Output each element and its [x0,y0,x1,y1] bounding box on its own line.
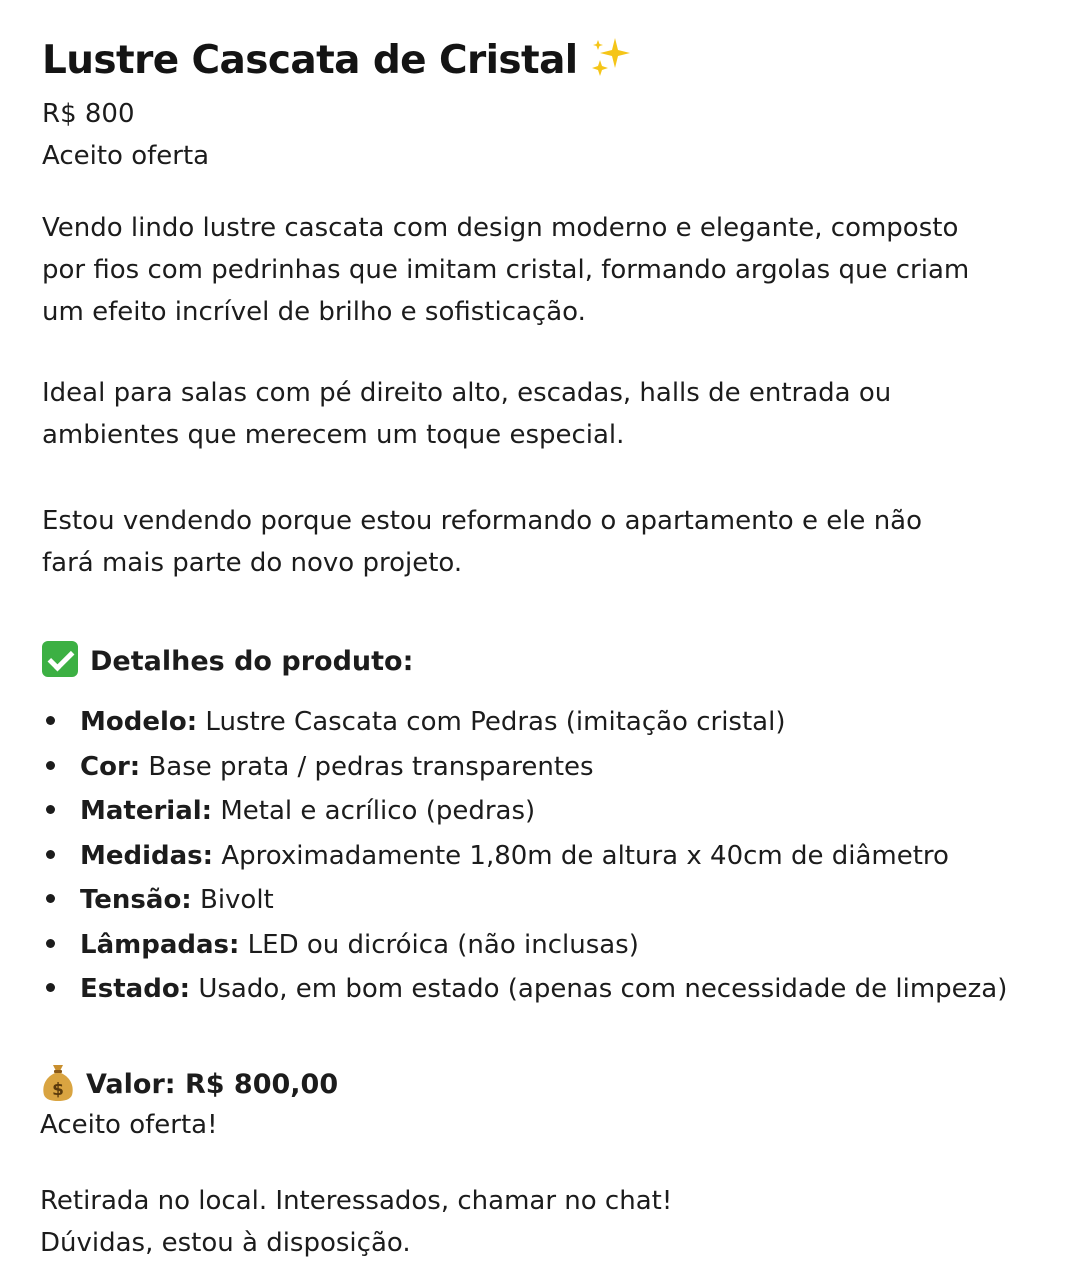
spec-label: Lâmpadas: [80,929,240,960]
ideal-line: Ideal para salas com pé direito alto, escadas, halls de entrada ou [42,378,892,408]
description-line: por fios com pedrinhas que imitam cristal, formando argolas que criam [42,255,970,285]
svg-text:$: $ [52,1080,64,1100]
bullet [46,894,55,903]
spec-item [42,923,1007,968]
spec-item [42,789,1007,834]
listing-price: R$ 800 [42,99,135,129]
spec-item [42,967,1007,1012]
description-paragraph [42,207,969,333]
spec-value: Bivolt [191,885,274,915]
money-bag-icon [40,1062,76,1102]
spec-item [42,834,1007,879]
description-line: Vendo lindo lustre cascata com design moderno e elegante, composto [42,213,959,243]
spec-item [42,878,1007,923]
spec-item [42,700,1007,745]
spec-value: Base prata / pedras transparentes [140,751,594,782]
offer-note: Aceito oferta [42,141,210,171]
reason-line: Estou vendendo porque estou reformando o apartamento e ele não [42,506,923,536]
spec-label: Estado: [80,974,191,1004]
doubts-note: Dúvidas, estou à disposição. [40,1228,411,1258]
spec-value: Aproximadamente 1,80m de altura x 40cm de diâmetro [213,840,949,871]
reason-paragraph [42,500,922,584]
ideal-paragraph [42,372,891,456]
spec-value: Usado, em bom estado (apenas com necessidade de limpeza) [190,974,1008,1004]
ideal-line: ambientes que merecem um toque especial. [42,420,625,450]
description-line: um efeito incrível de brilho e sofisticação. [42,297,586,327]
spec-label: Material: [80,796,213,826]
spec-item [42,745,1007,790]
details-heading [42,640,413,684]
bullet [46,761,55,770]
title-text: Lustre Cascata de Cristal [42,38,578,83]
check-mark-icon [42,641,78,677]
reason-line: fará mais parte do novo projeto. [42,548,463,578]
bullet [46,939,55,948]
spec-label: Modelo: [80,707,198,737]
offer-note-2: Aceito oferta! [40,1110,218,1140]
spec-label: Tensão: [80,885,192,915]
spec-value: Metal e acrílico (pedras) [212,796,536,826]
details-heading-text: Detalhes do produto: [90,646,414,677]
bullet [46,983,55,992]
valor-heading [40,1062,338,1107]
bullet [46,805,55,814]
sparkles-icon [588,34,634,80]
specs-list [42,700,1007,1012]
bullet [46,716,55,725]
spec-label: Medidas: [80,840,214,871]
spec-value: Lustre Cascata com Pedras (imitação cristal) [197,707,786,737]
pickup-note: Retirada no local. Interessados, chamar no chat! [40,1186,673,1216]
listing-title [42,34,634,86]
valor-text: Valor: R$ 800,00 [86,1069,339,1100]
spec-label: Cor: [80,751,141,782]
bullet [46,850,55,859]
spec-value: LED ou dicróica (não inclusas) [239,929,639,960]
